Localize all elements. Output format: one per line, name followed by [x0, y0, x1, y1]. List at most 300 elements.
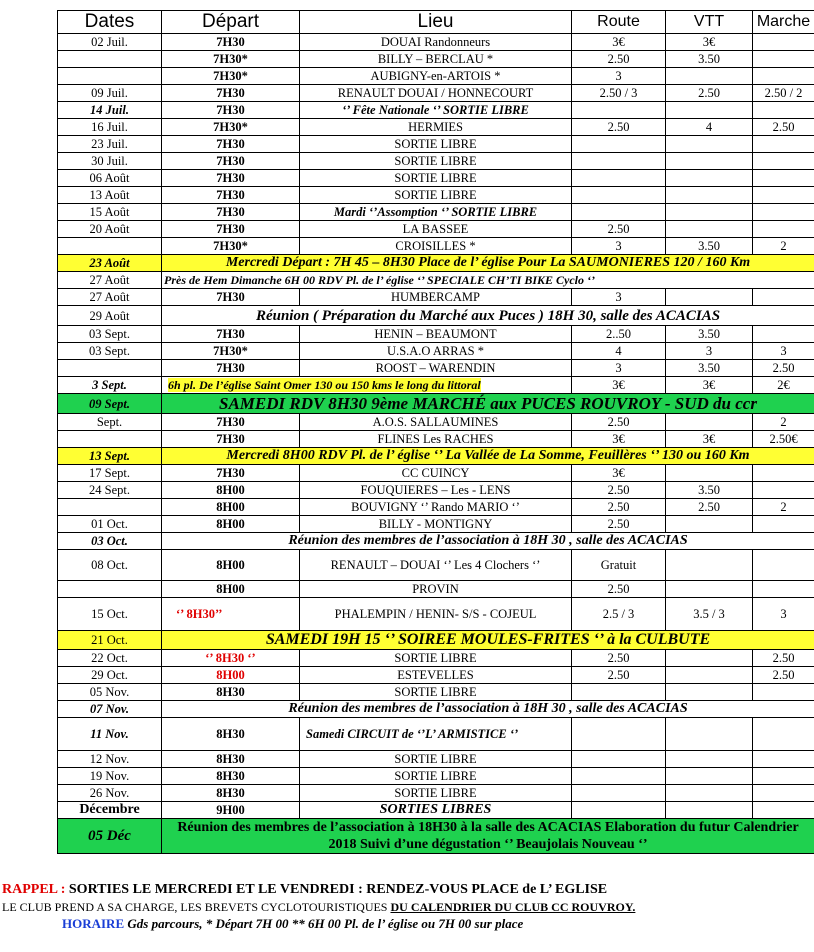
row-route: 2.50 [572, 51, 666, 68]
row-lieu: BILLY – BERCLAU * [300, 51, 572, 68]
row-vtt: 3.50 [666, 51, 753, 68]
row-lieu: U.S.A.O ARRAS * [300, 343, 572, 360]
row-event: Réunion des membres de l’association à 18H30 à la salle des ACACIAS Elaboration du futur Calendrier 2018 Suivi d’une dégustation ‘’ Beaujolais Nouveau ‘’ [162, 819, 814, 854]
header-route: Route [572, 11, 666, 34]
row-date: 29 Oct. [58, 667, 162, 684]
row-vtt [666, 465, 753, 482]
row-depart: 8H00 [162, 499, 300, 516]
row-vtt: 3.50 [666, 360, 753, 377]
row-vtt [666, 785, 753, 802]
table-row [58, 684, 814, 701]
row-vtt: 4 [666, 119, 753, 136]
row-date: 23 Juil. [58, 136, 162, 153]
row-date: 12 Nov. [58, 751, 162, 768]
table-row [58, 221, 814, 238]
header-lieu: Lieu [300, 11, 572, 34]
row-depart: 7H30 [162, 414, 300, 431]
row-route: Gratuit [572, 550, 666, 581]
row-date: 27 Août [58, 289, 162, 306]
row-vtt [666, 650, 753, 667]
row-depart: 8H00 [162, 667, 300, 684]
row-lieu: DOUAI Randonneurs [300, 34, 572, 51]
table-row [58, 499, 814, 516]
table-row [58, 431, 814, 448]
row-depart: 7H30 [162, 153, 300, 170]
row-vtt: 3.50 [666, 326, 753, 343]
table-row [58, 667, 814, 684]
row-date: 30 Juil. [58, 153, 162, 170]
row-route: 3 [572, 289, 666, 306]
header-vtt: VTT [666, 11, 753, 34]
row-lieu: SORTIE LIBRE [300, 650, 572, 667]
row-date [58, 581, 162, 598]
row-lieu: HENIN – BEAUMONT [300, 326, 572, 343]
row-lieu: BOUVIGNY ‘’ Rando MARIO ‘’ [300, 499, 572, 516]
table-row [58, 785, 814, 802]
row-marche [753, 465, 814, 482]
row-date: 15 Oct. [58, 598, 162, 631]
row-depart: 7H30 [162, 465, 300, 482]
row-date: 26 Nov. [58, 785, 162, 802]
row-route: 2.50 [572, 499, 666, 516]
row-marche [753, 187, 814, 204]
row-marche [753, 34, 814, 51]
rappel-label: RAPPEL : [2, 882, 66, 897]
row-date: 20 Août [58, 221, 162, 238]
table-body-4 [58, 465, 814, 533]
table-body-3 [58, 414, 814, 448]
row-route: 2.50 [572, 221, 666, 238]
row-marche [753, 581, 814, 598]
table-body-fixed [58, 255, 814, 326]
row-date: 09 Sept. [58, 394, 162, 414]
table-body-fixed-2 [58, 377, 814, 414]
table-row [58, 718, 814, 751]
row-vtt: 3€ [666, 431, 753, 448]
row-depart: 7H30 [162, 221, 300, 238]
row-date: 14 Juil. [58, 102, 162, 119]
row-lieu: SORTIE LIBRE [300, 768, 572, 785]
row-date: 16 Juil. [58, 119, 162, 136]
row-vtt [666, 289, 753, 306]
club-line [2, 900, 635, 915]
row-depart: 7H30 [162, 136, 300, 153]
schedule-table [57, 10, 814, 854]
row-lieu: CC CUINCY [300, 465, 572, 482]
row-date [58, 499, 162, 516]
row-vtt: 3€ [666, 377, 753, 394]
row-depart: 7H30 [162, 289, 300, 306]
row-route: 2.50 / 3 [572, 85, 666, 102]
table-row [58, 533, 814, 550]
table-row [58, 516, 814, 533]
row-vtt [666, 751, 753, 768]
row-route: 3 [572, 68, 666, 85]
row-marche: 2.50 / 2 [753, 85, 814, 102]
row-marche [753, 51, 814, 68]
row-depart: 7H30 [162, 85, 300, 102]
row-date: 29 Août [58, 306, 162, 326]
row-depart: 8H30 [162, 785, 300, 802]
row-route [572, 153, 666, 170]
row-marche: 2 [753, 499, 814, 516]
table-row [58, 326, 814, 343]
row-marche [753, 516, 814, 533]
row-date: Sept. [58, 414, 162, 431]
row-lieu: SORTIE LIBRE [300, 187, 572, 204]
row-route: 2..50 [572, 326, 666, 343]
header-depart: Départ [162, 11, 300, 34]
row-lieu: SORTIE LIBRE [300, 785, 572, 802]
row-depart: 7H30* [162, 51, 300, 68]
row-depart: 9H00 [162, 802, 300, 819]
row-vtt [666, 550, 753, 581]
row-date: 24 Sept. [58, 482, 162, 499]
row-route: 3 [572, 238, 666, 255]
row-vtt: 2.50 [666, 85, 753, 102]
row-lieu: BILLY - MONTIGNY [300, 516, 572, 533]
row-depart: ‘’ 8H30 ‘’ [162, 650, 300, 667]
row-route: 4 [572, 343, 666, 360]
row-marche [753, 802, 814, 819]
row-depart: 8H30 [162, 768, 300, 785]
table-row [58, 819, 814, 854]
row-depart: 7H30 [162, 326, 300, 343]
club-text-2: DU CALENDRIER DU CLUB CC ROUVROY. [390, 900, 636, 914]
header-marche: Marche [753, 11, 814, 34]
row-event: SAMEDI 19H 15 ‘’ SOIREE MOULES-FRITES ‘’ à la CULBUTE [162, 631, 814, 650]
table-row [58, 581, 814, 598]
row-date: 19 Nov. [58, 768, 162, 785]
club-text: LE CLUB PREND A SA CHARGE, LES BREVETS CYCLOTOURISTIQUES [2, 900, 391, 914]
row-lieu: SORTIE LIBRE [300, 136, 572, 153]
row-lieu: CROISILLES * [300, 238, 572, 255]
row-event: Réunion ( Préparation du Marché aux Puces ) 18H 30, salle des ACACIAS [162, 306, 814, 326]
row-event: Près de Hem Dimanche 6H 00 RDV Pl. de l’ église ‘’ SPECIALE CH’TI BIKE Cyclo ‘’ [162, 272, 814, 289]
row-route: 2.50 [572, 119, 666, 136]
row-date: 03 Sept. [58, 343, 162, 360]
row-marche [753, 768, 814, 785]
row-date: 15 Août [58, 204, 162, 221]
row-route: 2.50 [572, 482, 666, 499]
row-date: 21 Oct. [58, 631, 162, 650]
row-route [572, 102, 666, 119]
row-vtt [666, 718, 753, 751]
table-row [58, 465, 814, 482]
row-lieu: ESTEVELLES [300, 667, 572, 684]
row-event: Mercredi Départ : 7H 45 – 8H30 Place de l’ église Pour La SAUMONIERES 120 / 160 Km [162, 255, 814, 272]
table-row [58, 204, 814, 221]
row-lieu: SORTIE LIBRE [300, 153, 572, 170]
table-row [58, 631, 814, 650]
table-row [58, 255, 814, 272]
row-date: 06 Août [58, 170, 162, 187]
row-vtt: 3€ [666, 34, 753, 51]
row-marche [753, 170, 814, 187]
table-row [58, 751, 814, 768]
table-row [58, 34, 814, 51]
row-vtt [666, 170, 753, 187]
row-vtt [666, 102, 753, 119]
row-depart: 8H30 [162, 751, 300, 768]
row-date: 01 Oct. [58, 516, 162, 533]
table-body-5 [58, 650, 814, 701]
row-route: 2.50 [572, 650, 666, 667]
row-vtt [666, 768, 753, 785]
table-row [58, 650, 814, 667]
table-body-fixed-5 [58, 701, 814, 751]
row-route: 2.50 [572, 414, 666, 431]
row-date: 08 Oct. [58, 550, 162, 581]
row-depart: 8H00 [162, 482, 300, 499]
table-row [58, 802, 814, 819]
row-route [572, 802, 666, 819]
row-marche [753, 153, 814, 170]
horaire-line [62, 916, 523, 932]
table-row [58, 701, 814, 718]
row-lieu: HERMIES [300, 119, 572, 136]
header-dates: Dates [58, 11, 162, 34]
row-marche [753, 204, 814, 221]
row-vtt [666, 684, 753, 701]
row-depart: 8H30 [162, 684, 300, 701]
row-route: 3€ [572, 431, 666, 448]
row-vtt: 3 [666, 343, 753, 360]
row-depart: 7H30 [162, 360, 300, 377]
row-route: 2.50 [572, 667, 666, 684]
row-lieu: FOUQUIERES – Les - LENS [300, 482, 572, 499]
row-vtt: 2.50 [666, 499, 753, 516]
row-route [572, 204, 666, 221]
horaire-text: Gds parcours, * Départ 7H 00 ** 6H 00 Pl. de l’ église ou 7H 00 sur place [127, 916, 524, 931]
row-marche [753, 136, 814, 153]
row-date: 03 Sept. [58, 326, 162, 343]
row-marche [753, 326, 814, 343]
row-date: 05 Déc [58, 819, 162, 854]
row-date: 02 Juil. [58, 34, 162, 51]
table-row [58, 170, 814, 187]
row-route: 2.5 / 3 [572, 598, 666, 631]
row-route [572, 136, 666, 153]
row-depart: ‘’ 8H30’’ [162, 598, 300, 631]
row-vtt [666, 516, 753, 533]
row-lieu: ‘’ Fête Nationale ‘’ SORTIE LIBRE [300, 102, 572, 119]
row-marche [753, 684, 814, 701]
row-depart: 7H30 [162, 34, 300, 51]
row-date [58, 238, 162, 255]
table-body-1 [58, 34, 814, 255]
table-row [58, 51, 814, 68]
table-row [58, 343, 814, 360]
table-row [58, 394, 814, 414]
table-row [58, 550, 814, 581]
table-body-fixed-3 [58, 448, 814, 465]
row-vtt [666, 187, 753, 204]
row-date: 09 Juil. [58, 85, 162, 102]
row-depart: 7H30 [162, 102, 300, 119]
row-marche: 2 [753, 238, 814, 255]
row-vtt [666, 136, 753, 153]
row-vtt [666, 68, 753, 85]
row-marche: 2.50 [753, 667, 814, 684]
row-depart: 7H30* [162, 238, 300, 255]
table-row [58, 119, 814, 136]
row-depart: 8H00 [162, 581, 300, 598]
table-row [58, 68, 814, 85]
row-vtt [666, 414, 753, 431]
row-event [162, 377, 572, 394]
rappel-line [2, 882, 607, 898]
row-date: 11 Nov. [58, 718, 162, 751]
row-marche: 3 [753, 598, 814, 631]
row-event: Réunion des membres de l’association à 18H 30 , salle des ACACIAS [162, 701, 814, 718]
row-lieu: A.O.S. SALLAUMINES [300, 414, 572, 431]
row-date: 27 Août [58, 272, 162, 289]
row-marche: 2.50 [753, 360, 814, 377]
row-date [58, 431, 162, 448]
table-row [58, 102, 814, 119]
row-date: 23 Août [58, 255, 162, 272]
row-date [58, 360, 162, 377]
row-route [572, 187, 666, 204]
row-route: 3€ [572, 465, 666, 482]
row-marche [753, 785, 814, 802]
row-marche: 2€ [753, 377, 814, 394]
row-event: Réunion des membres de l’association à 18H 30 , salle des ACACIAS [162, 533, 814, 550]
table-row [58, 482, 814, 499]
row-date: 03 Oct. [58, 533, 162, 550]
row-date: 3 Sept. [58, 377, 162, 394]
row-marche: 2.50€ [753, 431, 814, 448]
header-row [58, 11, 814, 34]
row-date: 13 Août [58, 187, 162, 204]
row-route: 2.50 [572, 581, 666, 598]
row-depart: 7H30 [162, 204, 300, 221]
table-row [58, 598, 814, 631]
row-marche [753, 289, 814, 306]
row-event: Mercredi 8H00 RDV Pl. de l’ église ‘’ La Vallée de La Somme, Feuillères ‘’ 130 ou 160 Km [162, 448, 814, 465]
row-route [572, 768, 666, 785]
row-date: 17 Sept. [58, 465, 162, 482]
row-lieu: AUBIGNY-en-ARTOIS * [300, 68, 572, 85]
row-vtt [666, 221, 753, 238]
row-depart: 7H30* [162, 119, 300, 136]
row-date: 07 Nov. [58, 701, 162, 718]
table-body-2 [58, 326, 814, 377]
rappel-text: SORTIES LE MERCREDI ET LE VENDREDI : RENDEZ-VOUS PLACE de L’ EGLISE [65, 882, 608, 897]
table-row [58, 448, 814, 465]
table-row [58, 306, 814, 326]
row-lieu: PROVIN [300, 581, 572, 598]
row-marche: 2.50 [753, 119, 814, 136]
row-marche [753, 482, 814, 499]
row-route [572, 751, 666, 768]
row-depart: 7H30* [162, 68, 300, 85]
row-lieu: SORTIE LIBRE [300, 684, 572, 701]
row-route: 2.50 [572, 516, 666, 533]
table-row [58, 238, 814, 255]
row-vtt [666, 153, 753, 170]
table-row [58, 153, 814, 170]
table-row [58, 414, 814, 431]
row-route [572, 785, 666, 802]
row-date: 05 Nov. [58, 684, 162, 701]
row-route [572, 718, 666, 751]
row-date [58, 51, 162, 68]
row-route [572, 170, 666, 187]
table-row [58, 768, 814, 785]
table-row [58, 187, 814, 204]
table-row [58, 289, 814, 306]
row-date: 13 Sept. [58, 448, 162, 465]
row-vtt [666, 204, 753, 221]
row-marche [753, 68, 814, 85]
row-route: 3€ [572, 34, 666, 51]
row-date: Décembre [58, 802, 162, 819]
row-lieu: PHALEMPIN / HENIN- S/S - COJEUL [300, 598, 572, 631]
table-body-fixed-6 [58, 802, 814, 854]
table-body-6 [58, 751, 814, 802]
row-lieu: SORTIES LIBRES [300, 802, 572, 819]
row-marche [753, 751, 814, 768]
row-lieu: LA BASSEE [300, 221, 572, 238]
row-marche [753, 718, 814, 751]
row-marche: 2 [753, 414, 814, 431]
row-depart: 8H30 [162, 718, 300, 751]
row-depart: 8H00 [162, 516, 300, 533]
row-vtt [666, 581, 753, 598]
row-lieu: FLINES Les RACHES [300, 431, 572, 448]
row-marche [753, 550, 814, 581]
row-vtt: 3.5 / 3 [666, 598, 753, 631]
row-event-text: 6h pl. De l’église Saint Omer 130 ou 150 kms le long du littoral [168, 378, 481, 392]
row-lieu: RENAULT DOUAI / HONNECOURT [300, 85, 572, 102]
row-event: SAMEDI RDV 8H30 9ème MARCHÉ aux PUCES ROUVROY - SUD du ccr [162, 394, 814, 414]
horaire-label: HORAIRE [62, 916, 125, 931]
row-depart: 7H30* [162, 343, 300, 360]
row-lieu: RENAULT – DOUAI ‘’ Les 4 Clochers ‘’ [300, 550, 572, 581]
row-route: 3 [572, 360, 666, 377]
row-vtt: 3.50 [666, 482, 753, 499]
table-body-fixed-4 [58, 533, 814, 650]
row-marche [753, 102, 814, 119]
row-lieu: SORTIE LIBRE [300, 170, 572, 187]
table-row [58, 272, 814, 289]
row-vtt [666, 667, 753, 684]
row-route: 3€ [572, 377, 666, 394]
row-lieu: Samedi CIRCUIT de ‘’L’ ARMISTICE ‘’ [300, 718, 572, 751]
row-vtt [666, 802, 753, 819]
table-row [58, 136, 814, 153]
table-row [58, 360, 814, 377]
row-route [572, 684, 666, 701]
row-lieu: SORTIE LIBRE [300, 751, 572, 768]
row-lieu: ROOST – WARENDIN [300, 360, 572, 377]
row-date: 22 Oct. [58, 650, 162, 667]
table-row [58, 85, 814, 102]
row-vtt: 3.50 [666, 238, 753, 255]
row-date [58, 68, 162, 85]
row-marche: 2.50 [753, 650, 814, 667]
row-depart: 7H30 [162, 170, 300, 187]
row-depart: 8H00 [162, 550, 300, 581]
row-depart: 7H30 [162, 431, 300, 448]
row-lieu: Mardi ‘’Assomption ‘’ SORTIE LIBRE [300, 204, 572, 221]
row-marche: 3 [753, 343, 814, 360]
row-marche [753, 221, 814, 238]
row-lieu: HUMBERCAMP [300, 289, 572, 306]
row-depart: 7H30 [162, 187, 300, 204]
